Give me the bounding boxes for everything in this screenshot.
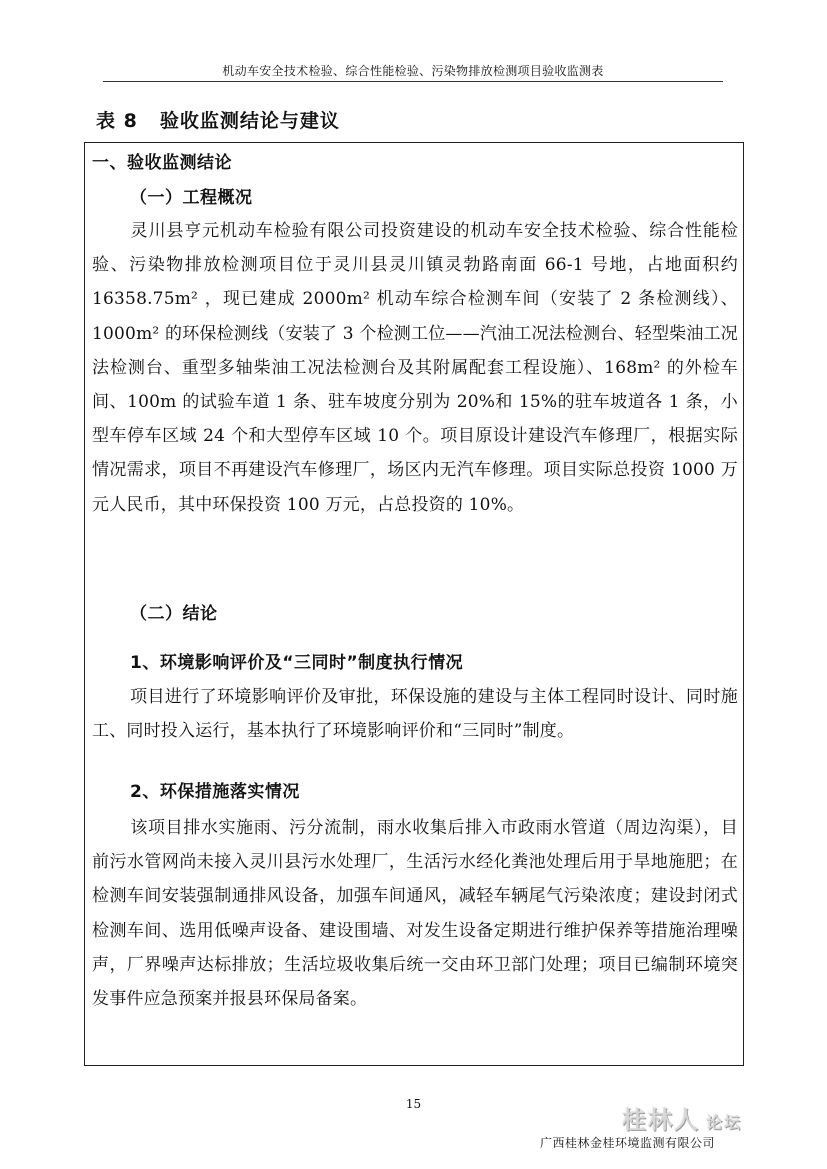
company-footer: 广西桂林金桂环境监测有限公司 bbox=[540, 1136, 716, 1150]
eia-paragraph bbox=[92, 680, 738, 748]
overview-paragraph bbox=[92, 214, 738, 522]
eia-text: 项目进行了环境影响评价及审批，环保设施的建设与主体工程同时设计、同时施工、同时投入运行，基本执行了环境影响评价和“三同时”制度。 bbox=[92, 687, 738, 742]
watermark-main: 桂林人 bbox=[622, 1106, 700, 1134]
overview-text: 灵川县亨元机动车检验有限公司投资建设的机动车安全技术检验、综合性能检验、污染物排放检测项目位于灵川县灵川镇灵勃路南面 66-1 号地，占地面积约 16358.75m² ，现已建成 2000m² 机动车综合检测车间（安装了 2 条检测线）、1000m² 的环保检测线（安装了 3 个检测工位——汽油工况法检测台、轻型柴油工况法检测台、重型多轴柴油工况法检测台及其附属配套工程设施）、168m² 的外检车间、100m 的试验车道 1 条、驻车坡度分别为 20%和 15%的驻车坡道各 1 条，小型车停车区域 24 个和大型停车区域 10 个。项目原设计建设汽车修理厂，根据实际情况需求，项目不再建设汽车修理厂，场区内无汽车修理。项目实际总投资 1000 万元人民币，其中环保投资 100 万元，占总投资的 10%。 bbox=[92, 221, 738, 515]
item-heading-measures: 2、环保措施落实情况 bbox=[130, 782, 300, 802]
table-number: 表 8 bbox=[96, 110, 138, 132]
measures-text: 该项目排水实施雨、污分流制，雨水收集后排入市政雨水管道（周边沟渠），目前污水管网尚未接入灵川县污水处理厂，生活污水经化粪池处理后用于旱地施肥；在检测车间安装强制通排风设备，加强车间通风，减轻车辆尾气污染浓度；建设封闭式检测车间、选用低噪声设备、建设围墙、对发生设备定期进行维护保养等措施治理噪声，厂界噪声达标排放；生活垃圾收集后统一交由环卫部门处理；项目已编制环境突发事件应急预案并报县环保局备案。 bbox=[92, 818, 738, 1010]
section-heading-conclusion: 一、验收监测结论 bbox=[92, 153, 232, 173]
item-heading-eia: 1、环境影响评价及“三同时”制度执行情况 bbox=[130, 653, 464, 673]
page-number: 15 bbox=[405, 1097, 422, 1111]
subsection-heading-overview: （一）工程概况 bbox=[130, 188, 253, 208]
forum-watermark bbox=[622, 1100, 742, 1135]
measures-paragraph bbox=[92, 811, 738, 1016]
watermark-sub: 论坛 bbox=[706, 1113, 743, 1132]
table-title bbox=[96, 106, 340, 133]
table-title-text: 验收监测结论与建议 bbox=[159, 110, 340, 132]
subsection-heading-conclusion: （二）结论 bbox=[130, 604, 218, 624]
document-header: 机动车安全技术检验、综合性能检验、污染物排放检测项目验收监测表 bbox=[222, 64, 604, 78]
header-divider bbox=[103, 81, 723, 82]
